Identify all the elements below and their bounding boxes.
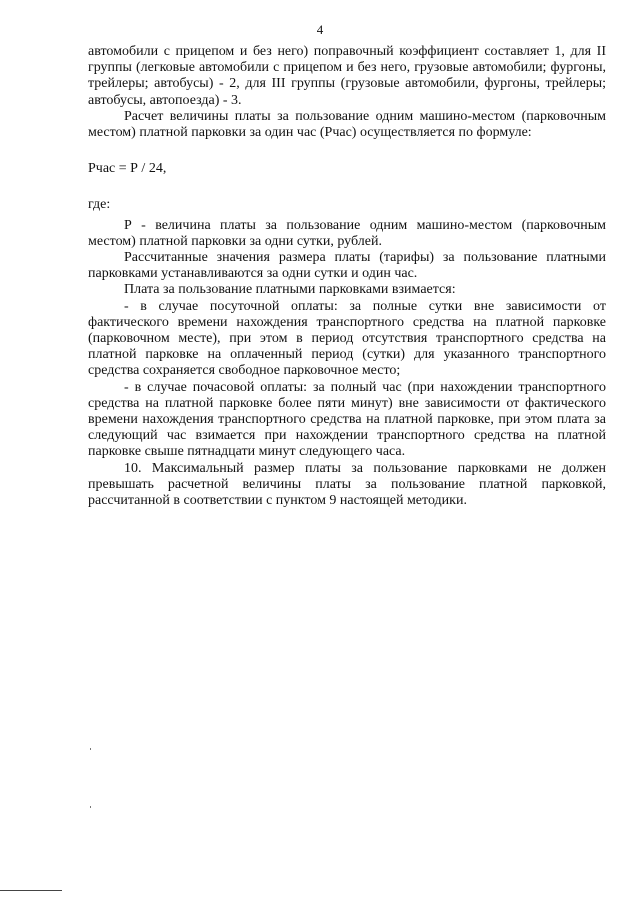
document-body (88, 44, 606, 509)
where-label: где: (88, 197, 111, 213)
paragraph-hourly-calculation: Расчет величины платы за пользование одним машино-местом (парковочным местом) платной парковки за один час (Рчас) осуществляется по формуле: (88, 108, 606, 141)
paragraph-daily-payment: - в случае посуточной оплаты: за полные сутки вне зависимости от фактического времени нахождения транспортного средства на платной парковке (парковочном месте), при этом в период отсутствия транспортного средства на платной парковке на оплаченный период (сутки) для указанного транспортного средства сохраняется свободное парковочное место; (88, 298, 606, 379)
paragraph-fee-charged: Плата за пользование платными парковками взимается: (124, 282, 456, 298)
scan-speck (90, 748, 91, 750)
scan-speck (90, 806, 91, 808)
paragraph-coefficients: автомобили с прицепом и без него) поправочный коэффициент составляет 1, для II группы (легковые автомобили с прицепом и без него, грузовые автомобили; фургоны, трейлеры; автобусы) - 2, для III группы (грузовые автомобили, фургоны, трейлеры; автобусы, автопоезда) - 3. (88, 44, 606, 108)
paragraph-hourly-payment: - в случае почасовой оплаты: за полный час (при нахождении транспортного средства на платной парковке более пяти минут) вне зависимости от фактического времени нахождения транспортного средства на платной парковке, при этом плата за следующий час взимается при нахождении транспортного средства на платной парковке свыше пятнадцати минут следующего часа. (88, 379, 606, 460)
paragraph-p-definition: Р - величина платы за пользование одним машино-местом (парковочным местом) платной парковки за одни сутки, рублей. (88, 217, 606, 249)
page-number: 4 (316, 22, 324, 37)
paragraph-tariffs: Рассчитанные значения размера платы (тарифы) за пользование платными парковками устанавливаются за одни сутки и один час. (88, 250, 606, 282)
paragraph-maximum-fee: 10. Максимальный размер платы за пользование парковками не должен превышать расчетной величины платы за пользование платной парковкой, рассчитанной в соответствии с пунктом 9 настоящей методики. (88, 460, 606, 509)
footer-rule (0, 890, 62, 891)
formula: Рчас = Р / 24, (88, 161, 167, 177)
